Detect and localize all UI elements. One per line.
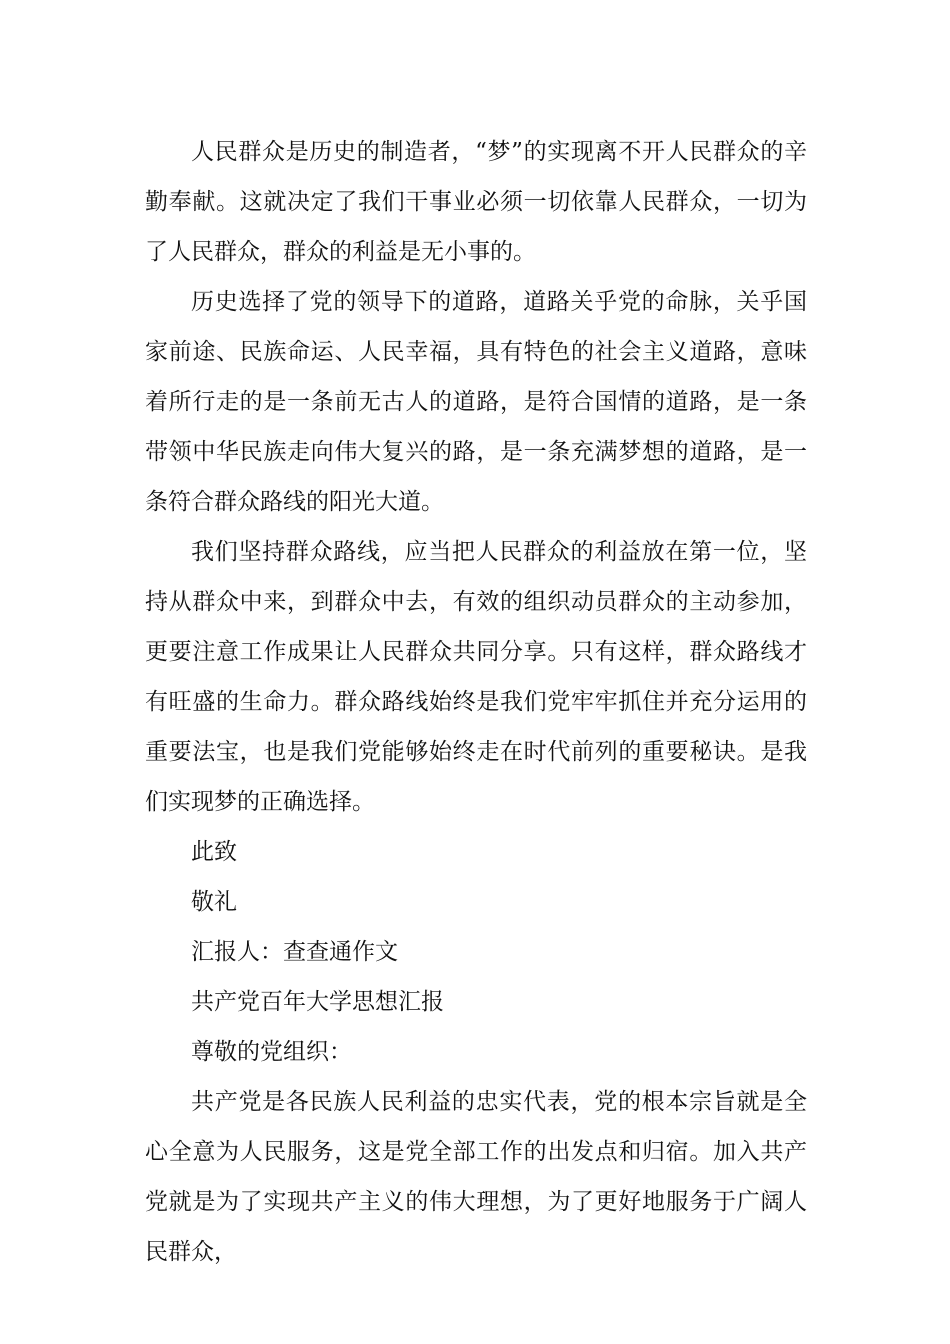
closing-text: 此致 [191, 839, 237, 865]
reporter-signature: 汇报人：查查通作文 [191, 939, 398, 965]
document-body [145, 127, 807, 1277]
paragraph: 共产党是各民族人民利益的忠实代表，党的根本宗旨就是全心全意为人民服务，这是党全部工作的出发点和归宿。加入共产党就是为了实现共产主义的伟大理想，为了更好地服务于广阔人民群众， [145, 1089, 807, 1265]
paragraph: 历史选择了党的领导下的道路，道路关乎党的命脉，关乎国家前途、民族命运、人民幸福，具有特色的社会主义道路，意味着所行走的是一条前无古人的道路，是符合国情的道路，是一条带领中华民族走向伟大复兴的路，是一条充满梦想的道路，是一条符合群众路线的阳光大道。 [145, 289, 807, 515]
paragraph: 人民群众是历史的制造者，“梦”的实现离不开人民群众的辛勤奉献。这就决定了我们干事业必须一切依靠人民群众，一切为了人民群众，群众的利益是无小事的。 [145, 139, 807, 265]
salute-text: 敬礼 [191, 889, 237, 915]
paragraph: 我们坚持群众路线，应当把人民群众的利益放在第一位，坚持从群众中来，到群众中去，有效的组织动员群众的主动参加，更要注意工作成果让人民群众共同分享。只有这样，群众路线才有旺盛的生命力。群众路线始终是我们党牢牢抓住并充分运用的重要法宝，也是我们党能够始终走在时代前列的重要秘诀。是我们实现梦的正确选择。 [145, 539, 807, 815]
report-title: 共产党百年大学思想汇报 [191, 989, 444, 1015]
greeting-text: 尊敬的党组织： [191, 1039, 352, 1065]
